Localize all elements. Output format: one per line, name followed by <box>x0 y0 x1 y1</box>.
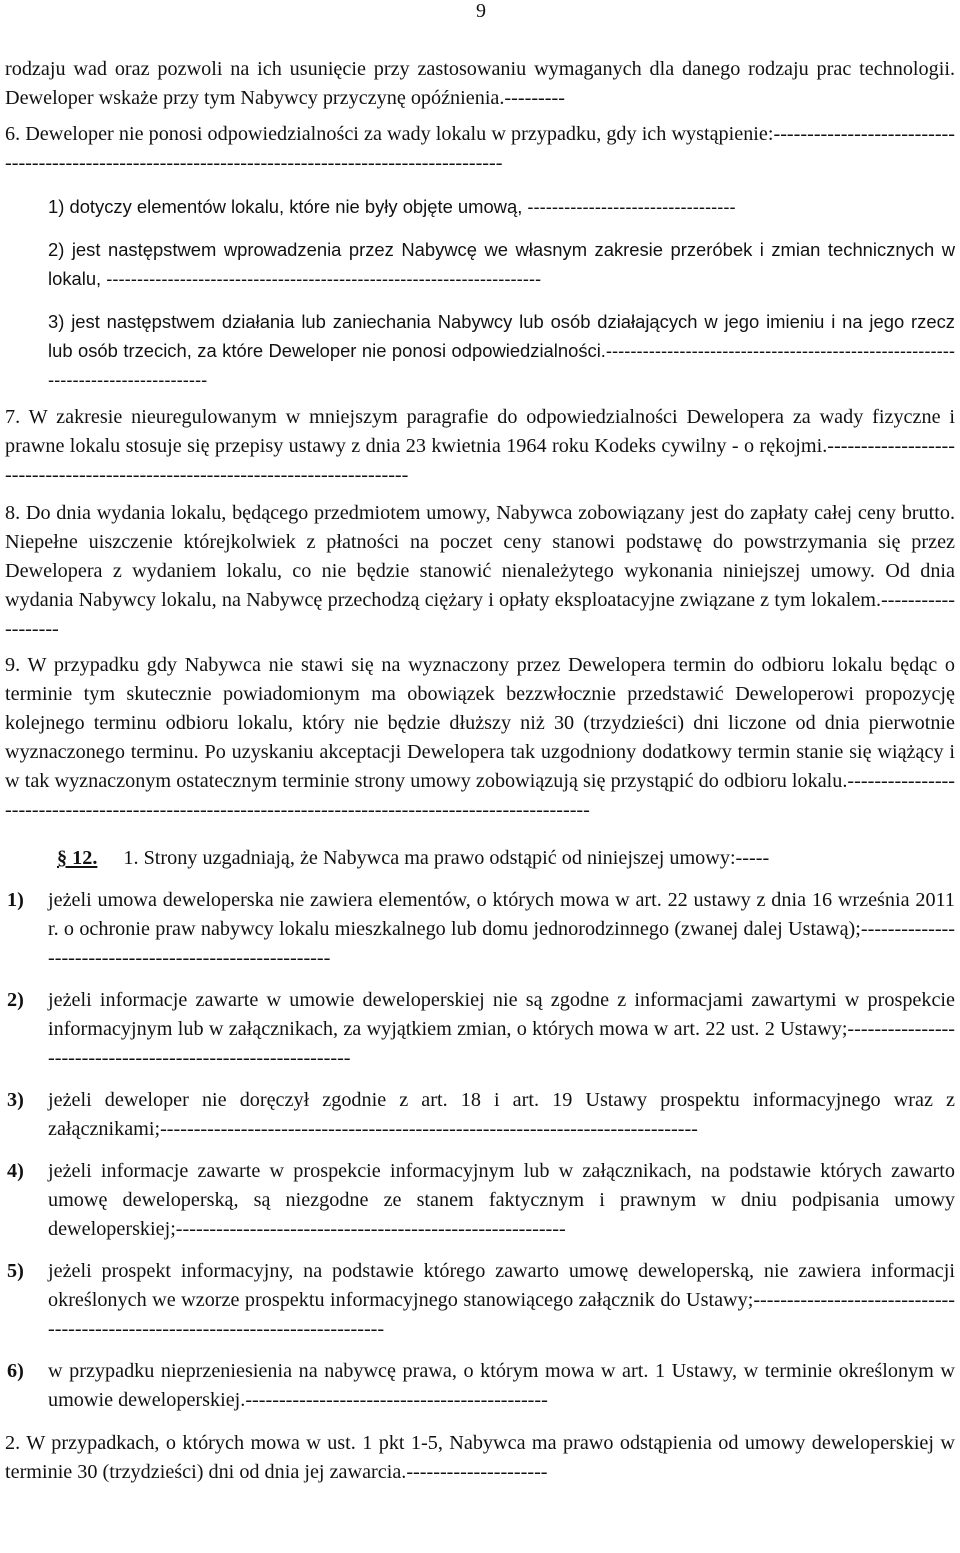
paragraph-6-item-3: 3) jest następstwem działania lub zaniechania Nabywcy lub osób działających w jego imieniu i na jego rzecz lub osób trzecich, za które Deweloper nie ponosi odpowiedzialności.----------------------------------------------------------------------------------- <box>48 311 955 390</box>
list-item <box>5 1157 955 1244</box>
list-item-text: jeżeli umowa deweloperska nie zawiera elementów, o których mowa w art. 22 ustawy z dnia 16 września 2011 r. o ochronie praw nabywcy lokalu mieszkalnego lub domu jednorodzinnego (zwanej dalej Ustawą);-------------------------------------------------------- <box>48 889 955 969</box>
page-number: 9 <box>476 0 486 22</box>
paragraph-continuation: rodzaju wad oraz pozwoli na ich usunięcie przy zastosowaniu wymaganych dla danego rodzaju prac technologii. Deweloper wskaże przy tym Nabywcy przyczynę opóźnienia.--------- <box>5 58 955 109</box>
paragraph-7: 7. W zakresie nieuregulowanym w mniejszym paragrafie do odpowiedzialności Dewelopera za wady fizyczne i prawne lokalu stosuje się przepisy ustawy z dnia 23 kwietnia 1964 roku Kodeks cywilny - o rękojmi.------------------------------------------------------------------------------- <box>5 406 955 486</box>
list-item <box>5 1257 955 1344</box>
paragraph-6: 6. Deweloper nie ponosi odpowiedzialności za wady lokalu w przypadku, gdy ich wystąpienie:----------------------------------------------------------------------------------------------------- <box>5 123 955 174</box>
section-12-list <box>5 886 955 1415</box>
list-item-number: 1) <box>7 889 24 911</box>
list-item-number: 2) <box>7 989 24 1011</box>
paragraph-6-item-2: 2) jest następstwem wprowadzenia przez Nabywcę we własnym zakresie przeróbek i zmian technicznych w lokalu, ----------------------------------------------------------------------- <box>48 239 955 289</box>
list-item-number: 3) <box>7 1089 24 1111</box>
section-12-intro: 1. Strony uzgadniają, że Nabywca ma prawo odstąpić od niniejszej umowy:----- <box>123 847 770 869</box>
list-item-number: 5) <box>7 1260 24 1282</box>
section-12-heading <box>5 844 955 873</box>
list-item <box>5 1086 955 1144</box>
list-item <box>5 986 955 1073</box>
list-item <box>5 1357 955 1415</box>
list-item <box>5 886 955 973</box>
list-item-number: 6) <box>7 1360 24 1382</box>
paragraph-8: 8. Do dnia wydania lokalu, będącego przedmiotem umowy, Nabywca zobowiązany jest do zapłaty całej ceny brutto. Niepełne uiszczenie którejkolwiek z płatności na poczet ceny stanowi podstawę do powstrzymania się przez Dewelopera z wydaniem lokalu, co nie będzie stanowić nienależytego wykonania niniejszej umowy. Od dnia wydania Nabywcy lokalu, na Nabywcę przechodzą ciężary i opłaty eksploatacyjne związane z tym lokalem.------------------- <box>5 502 955 640</box>
section-number: § 12. <box>57 847 98 869</box>
paragraph-6-subitems <box>5 192 955 394</box>
document-body <box>5 55 955 1487</box>
list-item-text: jeżeli informacje zawarte w prospekcie informacyjnym lub w załącznikach, na podstawie których zawarto umowę deweloperską, są niezgodne ze stanem faktycznym i prawnym w dniu podpisania umowy deweloperskiej;---------------------------------------------------------- <box>48 1160 955 1240</box>
paragraph-6-item-1: 1) dotyczy elementów lokalu, które nie były objęte umową, ---------------------------------- <box>48 196 736 217</box>
list-item-text: w przypadku nieprzeniesienia na nabywcę prawa, o którym mowa w art. 1 Ustawy, w terminie określonym w umowie deweloperskiej.--------------------------------------------- <box>48 1360 955 1411</box>
list-item-text: jeżeli prospekt informacyjny, na podstawie którego zawarto umowę deweloperską, nie zawiera informacji określonych we wzorze prospektu informacyjnego stanowiącego załącznik do Ustawy;-------------------------------------------------------------------------------- <box>48 1260 955 1340</box>
section-12-closing: 2. W przypadkach, o których mowa w ust. 1 pkt 1-5, Nabywca ma prawo odstąpienia od umowy deweloperskiej w terminie 30 (trzydzieści) dni od dnia jej zawarcia.--------------------- <box>5 1432 955 1483</box>
paragraph-9: 9. W przypadku gdy Nabywca nie stawi się na wyznaczony przez Dewelopera termin do odbioru lokalu będąc o terminie tym skutecznie powiadomionym ma obowiązek bezzwłocznie przedstawić Deweloperowi propozycję kolejnego terminu odbioru lokalu, który nie będzie dłuższy niż 30 (trzydzieści) dni liczone od dnia pierwotnie wyznaczonego terminu. Po uzyskaniu akceptacji Dewelopera tak uzgodniony dodatkowy termin stanie się wiążący i w tak wyznaczonym ostatecznym terminie strony umowy zobowiązują się przystąpić do odbioru lokalu.------------------------------------------------------------------------------------------------------- <box>5 654 955 821</box>
list-item-text: jeżeli deweloper nie doręczył zgodnie z art. 18 i art. 19 Ustawy prospektu informacyjnego wraz z załącznikami;-------------------------------------------------------------------------------- <box>48 1089 955 1140</box>
list-item-number: 4) <box>7 1160 24 1182</box>
list-item-text: jeżeli informacje zawarte w umowie deweloperskiej nie są zgodne z informacjami zawartymi w prospekcie informacyjnym lub w załącznikach, za wyjątkiem zmian, o których mowa w art. 22 ust. 2 Ustawy;------------------------------------------------------------- <box>48 989 955 1069</box>
